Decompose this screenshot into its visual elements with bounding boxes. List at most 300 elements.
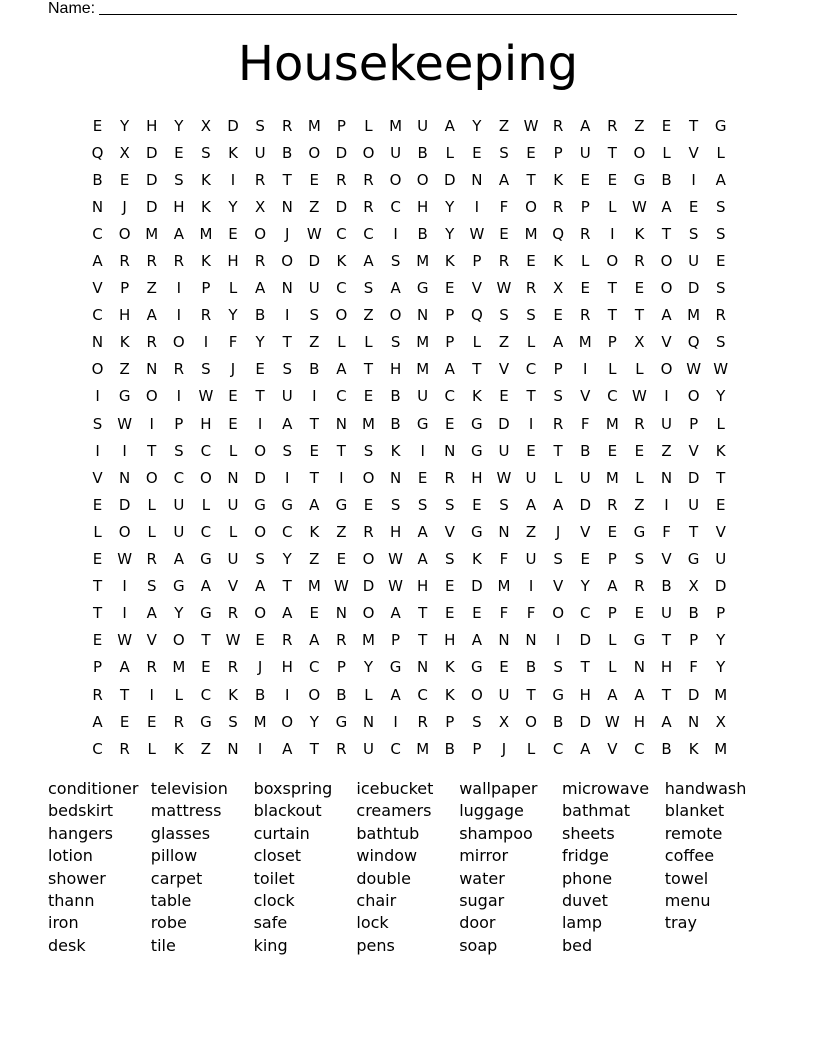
grid-letter: M [362, 414, 375, 433]
grid-letter: A [553, 333, 564, 352]
grid-letter: K [553, 252, 564, 271]
grid-letter: A [553, 495, 564, 514]
grid-letter: B [254, 306, 266, 325]
grid-letter: L [662, 143, 671, 162]
grid-letter: W [117, 414, 133, 433]
grid-row [84, 735, 734, 762]
grid-letter: Z [661, 441, 672, 460]
grid-letter: Z [119, 360, 130, 379]
grid-letter: W [523, 116, 539, 135]
grid-letter: N [227, 468, 239, 487]
grid-letter: M [389, 116, 403, 135]
grid-letter: U [498, 441, 510, 460]
grid-letter: D [579, 495, 592, 514]
grid-letter: L [581, 252, 590, 271]
grid-letter: O [552, 604, 565, 623]
word-list-item: sheets [561, 823, 615, 843]
grid-letter: A [444, 360, 455, 379]
grid-letter: F [499, 604, 509, 623]
grid-letter: N [417, 658, 429, 677]
grid-letter: K [309, 522, 320, 541]
grid-letter: C [200, 522, 212, 541]
grid-row [84, 356, 734, 383]
grid-letter: A [417, 522, 428, 541]
grid-letter: N [91, 333, 104, 352]
grid-letter: R [200, 306, 212, 325]
grid-letter: X [715, 712, 726, 731]
grid-letter: I [284, 306, 290, 325]
word-list-item: icebucket [356, 779, 434, 798]
grid-letter: S [553, 550, 563, 569]
grid-letter: R [552, 116, 564, 135]
grid-letter: B [390, 387, 401, 406]
word-list-item: king [253, 935, 288, 955]
grid-letter: E [119, 712, 130, 731]
word-list-item: table [150, 890, 192, 910]
name-label: Name: [48, 0, 96, 17]
grid-letter: Z [200, 739, 212, 758]
grid-letter: O [118, 224, 131, 243]
grid-letter: G [416, 279, 429, 298]
grid-letter: E [634, 441, 645, 460]
grid-letter: W [686, 360, 702, 379]
grid-letter: I [284, 468, 290, 487]
grid-letter: L [716, 414, 725, 433]
grid-letter: G [335, 495, 348, 514]
word-list-item: bed [561, 935, 593, 955]
grid-letter: A [580, 116, 591, 135]
grid-letter: U [525, 550, 537, 569]
grid-letter: B [336, 685, 347, 704]
grid-letter: E [553, 306, 563, 325]
grid-letter: E [499, 387, 509, 406]
grid-letter: R [119, 739, 130, 758]
grid-letter: U [227, 495, 239, 514]
grid-row [84, 681, 734, 708]
grid-letter: U [525, 468, 537, 487]
grid-letter: S [472, 712, 482, 731]
word-list-item: chair [356, 890, 397, 910]
grid-letter: A [607, 577, 618, 596]
grid-letter: T [526, 387, 536, 406]
grid-row [84, 329, 734, 356]
grid-letter: U [688, 252, 700, 271]
grid-letter: M [416, 252, 430, 271]
grid-letter: E [363, 495, 374, 514]
grid-letter: E [499, 658, 509, 677]
grid-letter: Z [309, 197, 320, 216]
grid-letter: I [257, 739, 263, 758]
grid-letter: A [661, 306, 672, 325]
grid-letter: E [445, 414, 455, 433]
word-list-item: menu [664, 890, 711, 910]
grid-letter: U [417, 116, 429, 135]
grid-letter: E [445, 577, 455, 596]
word-list-item: sugar [459, 890, 505, 910]
grid-letter: P [445, 306, 455, 325]
word-list-item: bathmat [561, 801, 631, 821]
grid-letter: N [119, 468, 131, 487]
grid-letter: L [147, 522, 156, 541]
word-list-item: blanket [664, 801, 725, 821]
grid-letter: B [661, 577, 672, 596]
grid-letter: R [417, 712, 428, 731]
grid-letter: K [444, 252, 455, 271]
grid-letter: R [444, 468, 455, 487]
word-list-item: window [356, 846, 418, 866]
grid-letter: M [605, 414, 619, 433]
grid-letter: I [583, 360, 588, 379]
word-list-item: lock [356, 913, 389, 933]
grid-letter: K [336, 252, 347, 271]
grid-letter: L [608, 360, 617, 379]
grid-letter: P [472, 252, 482, 271]
grid-letter: M [687, 306, 701, 325]
grid-letter: E [309, 604, 320, 623]
grid-letter: L [472, 333, 482, 352]
grid-letter: V [471, 279, 482, 298]
grid-letter: R [634, 577, 645, 596]
grid-letter: V [580, 522, 591, 541]
grid-letter: Z [309, 550, 320, 569]
grid-letter: L [228, 441, 238, 460]
grid-letter: R [146, 658, 157, 677]
grid-letter: Q [552, 224, 565, 243]
grid-letter: Y [120, 116, 130, 135]
grid-letter: W [496, 279, 512, 298]
word-list-item: soap [459, 935, 498, 955]
grid-letter: M [714, 739, 728, 758]
grid-letter: Z [634, 495, 645, 514]
grid-letter: N [91, 197, 104, 216]
grid-letter: E [228, 387, 238, 406]
grid-letter: T [472, 360, 482, 379]
grid-letter: N [335, 604, 347, 623]
grid-letter: T [689, 522, 699, 541]
grid-letter: A [336, 360, 347, 379]
grid-letter: P [607, 550, 617, 569]
grid-letter: I [149, 685, 154, 704]
grid-letter: Z [309, 333, 320, 352]
grid-letter: I [176, 306, 182, 325]
grid-letter: E [607, 170, 618, 189]
grid-letter: L [364, 333, 373, 352]
grid-letter: P [445, 712, 455, 731]
grid-letter: A [444, 116, 455, 135]
grid-letter: O [254, 224, 267, 243]
page-title: Housekeeping [237, 36, 579, 92]
grid-letter: F [228, 333, 238, 352]
grid-letter: A [661, 712, 672, 731]
grid-letter: B [254, 685, 266, 704]
grid-letter: C [552, 739, 564, 758]
grid-letter: R [525, 279, 537, 298]
grid-letter: A [119, 658, 130, 677]
grid-letter: Z [336, 522, 347, 541]
grid-letter: S [499, 306, 509, 325]
grid-letter: P [336, 116, 346, 135]
grid-letter: Y [716, 658, 726, 677]
grid-letter: A [525, 495, 537, 514]
grid-letter: C [281, 522, 293, 541]
grid-letter: W [388, 577, 403, 596]
grid-letter: E [228, 414, 238, 433]
grid-letter: E [472, 495, 482, 514]
grid-letter: E [580, 279, 590, 298]
grid-letter: N [687, 712, 700, 731]
grid-letter: R [498, 252, 510, 271]
grid-letter: S [228, 712, 238, 731]
word-list-item: carpet [150, 868, 203, 888]
grid-letter: O [362, 604, 375, 623]
grid-letter: R [119, 252, 130, 271]
grid-letter: B [552, 712, 564, 731]
grid-letter: L [93, 522, 102, 541]
grid-letter: L [147, 739, 156, 758]
grid-row [84, 193, 734, 220]
grid-letter: K [119, 333, 130, 352]
grid-letter: Z [498, 333, 510, 352]
grid-letter: K [471, 387, 482, 406]
grid-letter: B [444, 739, 455, 758]
grid-letter: E [715, 495, 726, 514]
grid-letter: R [146, 550, 157, 569]
grid-letter: D [335, 197, 348, 216]
grid-letter: T [661, 224, 672, 243]
grid-row [84, 275, 734, 302]
grid-letter: W [225, 631, 241, 650]
grid-letter: G [471, 441, 483, 460]
grid-letter: O [606, 252, 619, 271]
word-list-item: creamers [356, 801, 432, 821]
word-list-item: shower [48, 868, 106, 888]
grid-letter: X [200, 116, 212, 135]
grid-letter: L [228, 522, 238, 541]
grid-letter: A [146, 306, 157, 325]
grid-letter: O [633, 143, 646, 162]
grid-letter: R [363, 170, 374, 189]
word-list-item: pens [356, 935, 395, 955]
grid-letter: S [417, 495, 428, 514]
grid-letter: P [391, 631, 401, 650]
word-list-item: towel [664, 868, 709, 888]
grid-letter: W [632, 387, 647, 406]
grid-letter: R [173, 712, 185, 731]
grid-letter: Q [687, 333, 700, 352]
grid-letter: U [173, 495, 185, 514]
grid-letter: Z [363, 306, 374, 325]
grid-letter: S [715, 279, 726, 298]
grid-letter: A [661, 197, 672, 216]
grid-letter: D [579, 712, 592, 731]
grid-letter: P [607, 333, 617, 352]
grid-letter: V [92, 279, 103, 298]
grid-letter: P [472, 739, 482, 758]
grid-letter: T [661, 685, 672, 704]
grid-letter: M [307, 116, 321, 135]
grid-letter: A [200, 577, 212, 596]
grid-letter: Z [498, 116, 510, 135]
grid-letter: E [445, 604, 455, 623]
word-list-item: clock [253, 890, 295, 910]
grid-letter: I [149, 414, 154, 433]
grid-letter: T [120, 685, 130, 704]
grid-letter: N [633, 658, 646, 677]
grid-letter: S [363, 279, 374, 298]
grid-letter: E [92, 495, 103, 514]
grid-letter: N [498, 522, 510, 541]
grid-letter: H [173, 197, 185, 216]
grid-letter: E [472, 604, 482, 623]
grid-letter: O [172, 631, 185, 650]
grid-letter: T [201, 631, 211, 650]
grid-letter: L [364, 116, 373, 135]
grid-letter: Y [174, 604, 184, 623]
grid-letter: D [308, 252, 321, 271]
grid-letter: W [333, 577, 349, 596]
grid-letter: S [715, 333, 726, 352]
grid-letter: R [336, 739, 347, 758]
word-list-item: lotion [48, 846, 93, 866]
grid-letter: O [416, 170, 429, 189]
grid-letter: N [281, 279, 293, 298]
grid-letter: F [526, 604, 536, 623]
grid-letter: S [201, 143, 211, 162]
grid-letter: P [689, 631, 699, 650]
grid-letter: C [417, 685, 428, 704]
grid-letter: T [282, 170, 292, 189]
grid-letter: D [254, 468, 266, 487]
grid-letter: O [308, 685, 321, 704]
grid-letter: D [471, 577, 483, 596]
grid-letter: E [363, 387, 374, 406]
grid-letter: X [254, 197, 266, 216]
grid-letter: R [173, 360, 185, 379]
grid-letter: S [445, 495, 455, 514]
grid-letter: E [255, 360, 265, 379]
grid-letter: M [714, 685, 728, 704]
grid-letter: I [339, 468, 344, 487]
grid-letter: D [714, 577, 727, 596]
grid-letter: Y [363, 658, 374, 677]
grid-letter: R [634, 252, 645, 271]
grid-letter: I [95, 387, 100, 406]
grid-letter: T [282, 333, 292, 352]
grid-letter: B [417, 224, 428, 243]
grid-letter: K [715, 441, 726, 460]
grid-letter: O [172, 333, 185, 352]
grid-letter: N [362, 712, 375, 731]
grid-letter: S [390, 252, 401, 271]
grid-letter: G [633, 170, 646, 189]
grid-letter: T [336, 441, 346, 460]
grid-letter: E [336, 550, 347, 569]
grid-letter: B [417, 143, 428, 162]
grid-letter: C [200, 685, 212, 704]
grid-letter: K [228, 143, 238, 162]
grid-letter: Z [146, 279, 157, 298]
grid-letter: F [499, 550, 509, 569]
grid-letter: H [389, 522, 402, 541]
word-list-item: iron [48, 913, 79, 933]
grid-letter: T [418, 604, 428, 623]
grid-letter: E [661, 116, 672, 135]
grid-row [84, 410, 734, 437]
grid-letter: S [634, 550, 645, 569]
word-list-item: desk [48, 935, 86, 955]
grid-letter: N [281, 197, 293, 216]
grid-letter: U [661, 414, 672, 433]
word-list-item: conditioner [48, 779, 139, 798]
grid-letter: K [173, 739, 184, 758]
grid-letter: G [200, 604, 212, 623]
grid-letter: L [716, 143, 725, 162]
grid-letter: G [173, 577, 185, 596]
grid-letter: G [471, 522, 483, 541]
grid-letter: D [443, 170, 456, 189]
grid-row [84, 708, 734, 735]
grid-letter: T [580, 658, 590, 677]
grid-letter: I [122, 577, 127, 596]
grid-letter: D [145, 143, 158, 162]
word-list-item: tray [664, 913, 697, 933]
grid-letter: G [416, 414, 429, 433]
grid-row [84, 220, 734, 247]
grid-letter: B [580, 441, 591, 460]
grid-letter: W [306, 224, 322, 243]
grid-letter: C [92, 306, 103, 325]
grid-letter: S [390, 495, 401, 514]
grid-letter: W [117, 631, 133, 650]
grid-letter: A [390, 685, 401, 704]
grid-letter: X [553, 279, 564, 298]
grid-letter: K [471, 550, 482, 569]
grid-letter: S [715, 224, 726, 243]
grid-letter: H [389, 360, 402, 379]
grid-letter: N [471, 170, 483, 189]
grid-letter: A [309, 631, 320, 650]
grid-letter: Y [580, 577, 590, 596]
grid-letter: G [552, 685, 564, 704]
grid-letter: L [608, 631, 617, 650]
grid-letter: E [526, 441, 536, 460]
word-list-item: blackout [253, 801, 322, 821]
grid-letter: D [687, 279, 700, 298]
grid-letter: W [496, 468, 512, 487]
grid-letter: K [444, 658, 455, 677]
grid-letter: K [228, 685, 238, 704]
grid-letter: T [553, 441, 563, 460]
grid-letter: E [228, 224, 238, 243]
grid-letter: I [528, 577, 534, 596]
grid-letter: V [92, 468, 103, 487]
grid-letter: S [309, 306, 320, 325]
grid-letter: X [119, 143, 130, 162]
grid-letter: P [445, 333, 455, 352]
grid-letter: D [227, 116, 239, 135]
grid-letter: E [499, 224, 509, 243]
grid-letter: L [174, 685, 183, 704]
grid-letter: E [634, 279, 645, 298]
grid-letter: O [308, 143, 321, 162]
grid-letter: D [579, 631, 592, 650]
grid-letter: A [173, 224, 184, 243]
word-list-item: coffee [664, 846, 715, 866]
grid-letter: I [393, 712, 398, 731]
grid-row [84, 464, 734, 491]
grid-letter: E [92, 550, 103, 569]
grid-letter: G [281, 495, 294, 514]
